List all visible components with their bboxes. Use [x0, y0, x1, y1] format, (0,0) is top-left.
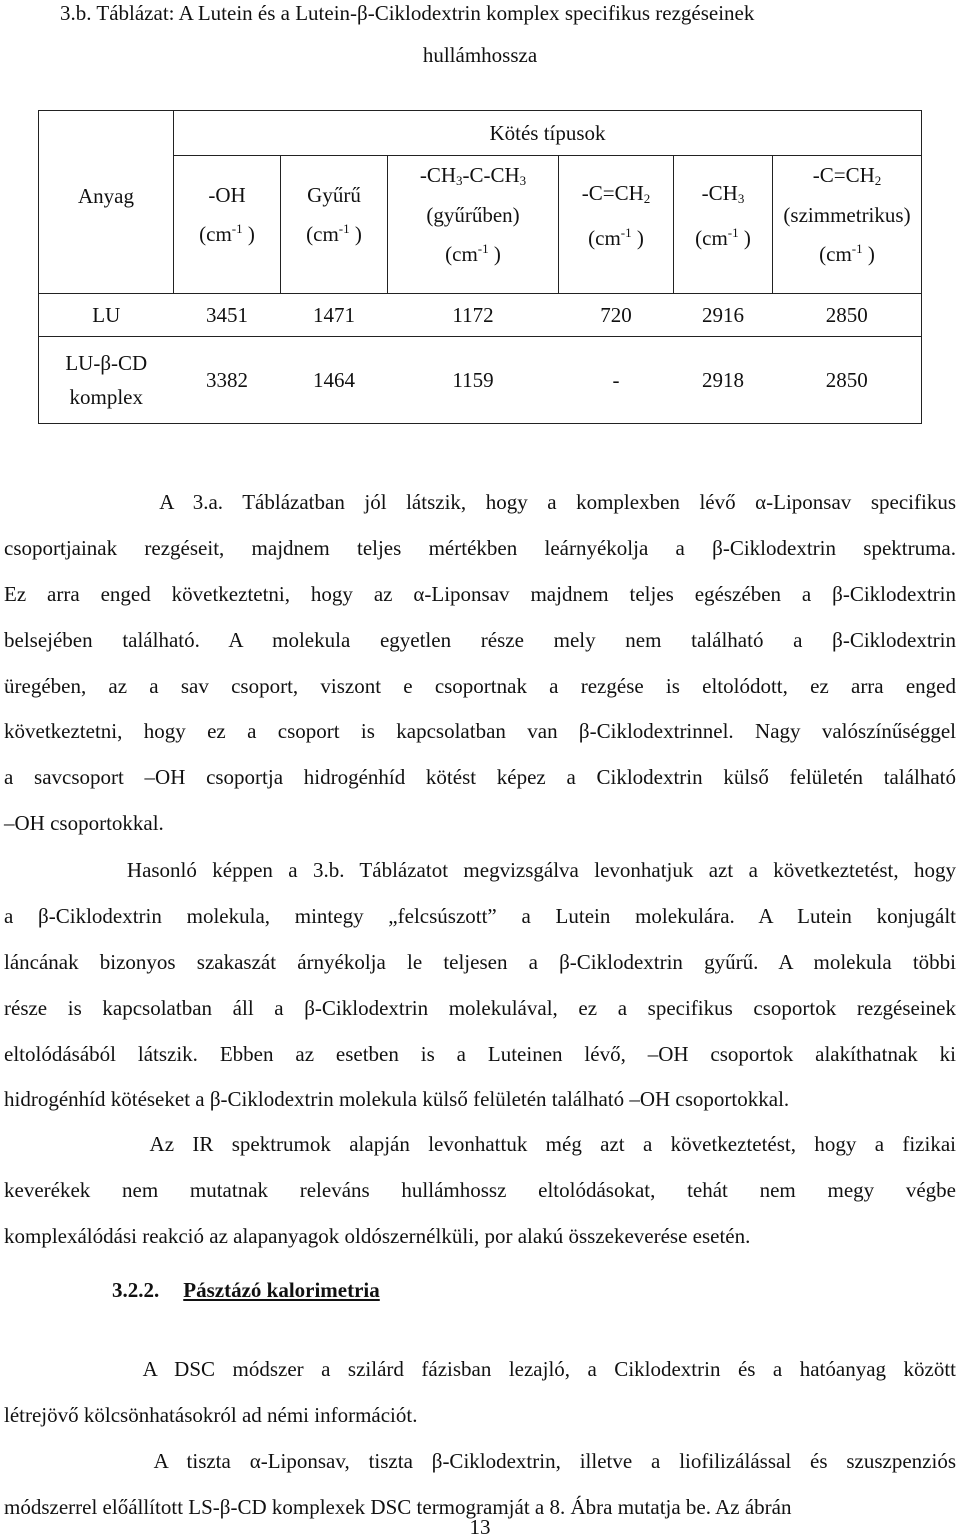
table-cell: 2918	[674, 337, 773, 424]
header-kotes-tipusok: Kötés típusok	[174, 111, 922, 156]
header-ch3: $-CH_3$ ($cm^{-1}$ )	[674, 156, 773, 294]
table-cell: 720	[559, 294, 674, 337]
paragraph-line: láncának bizonyos szakaszát árnyékolja le teljesen a β-Ciklodextrin gyűrű. A molekula többi	[4, 949, 956, 974]
paragraph-line: csoportjainak rezgéseit, majdnem teljes mértékben leárnyékolja a β-Ciklodextrin spektruma.	[4, 535, 956, 560]
section-heading	[112, 1278, 380, 1303]
table-cell: -	[559, 337, 674, 424]
paragraph	[4, 480, 956, 847]
paragraph-line: a savcsoport –OH csoportja hidrogénhíd kötést képez a Ciklodextrin külső felületén található	[4, 765, 956, 790]
paragraph-line: Az IR spektrumok alapján levonhattuk még azt a következtetést, hogy a fizikai	[4, 1132, 956, 1156]
table-cell: 1159	[388, 337, 559, 424]
wavelength-table	[38, 110, 922, 424]
section-number: 3.2.2.	[112, 1278, 160, 1302]
table-row	[39, 337, 922, 424]
section-title: Pásztázó kalorimetria	[183, 1278, 380, 1302]
table-cell: 1464	[281, 337, 388, 424]
table-cell: 3382	[174, 337, 281, 424]
page-number: 13	[469, 1515, 491, 1539]
table-cell: 1172	[388, 294, 559, 337]
header-oh: -OH ($cm^{-1}$ )	[174, 156, 281, 294]
paragraph-line: A 3.a. Táblázatban jól látszik, hogy a komplexben lévő α-Liponsav specifikus	[4, 490, 956, 514]
table-cell: 3451	[174, 294, 281, 337]
paragraph	[4, 848, 956, 1123]
header-gyuru: Gyűrű ($cm^{-1}$ )	[281, 156, 388, 294]
paragraph-line: létrejövő kölcsönhatásokról ad némi információt.	[4, 1402, 418, 1427]
header-anyag: Anyag	[39, 111, 174, 294]
table-caption-line2: hullámhossza	[422, 43, 538, 67]
row-name: LU-β-CD komplex	[39, 337, 174, 424]
paragraph-line: A DSC módszer a szilárd fázisban lezajló, a Ciklodextrin és a hatóanyag között	[4, 1357, 956, 1381]
table-row	[39, 294, 922, 337]
paragraph-line: eltolódásából látszik. Ebben az esetben is a Luteinen lévő, –OH csoportok alakíthatnak ki	[4, 1041, 956, 1066]
paragraph-line: a β-Ciklodextrin molekula, mintegy „felcsúszott” a Lutein molekulára. A Lutein konjugált	[4, 903, 956, 928]
paragraph-line: következtetni, hogy ez a csoport is kapcsolatban van β-Ciklodextrinnel. Nagy valószínűséggel	[4, 719, 956, 744]
paragraph-line: komplexálódási reakció az alapanyagok oldószernélküli, por alakú összekeverése esetén.	[4, 1223, 751, 1248]
paragraph-line: belsejében található. A molekula egyetlen része mely nem található a β-Ciklodextrin	[4, 627, 956, 652]
table-cell: 2850	[773, 337, 922, 424]
table-cell: 2850	[773, 294, 922, 337]
paragraph-line: Ez arra enged következtetni, hogy az α-Liponsav majdnem teljes egészében a β-Ciklodextrin	[4, 581, 956, 606]
header-c-ch2: $-C=CH_2$ ($cm^{-1}$ )	[559, 156, 674, 294]
table-caption-line1: 3.b. Táblázat: A Lutein és a Lutein-β-Ciklodextrin komplex specifikus rezgéseinek	[60, 1, 755, 25]
row-name: LU	[39, 294, 174, 337]
table-cell: 1471	[281, 294, 388, 337]
header-c-ch2-sym: $-C=CH_2$ (szimmetrikus) ($cm^{-1}$ )	[773, 156, 922, 294]
paragraph-line: hidrogénhíd kötéseket a β-Ciklodextrin molekula külső felületén található –OH csoportokkal.	[4, 1087, 790, 1112]
table-cell: 2916	[674, 294, 773, 337]
paragraph-line: üregében, az a sav csoport, viszont e csoportnak a rezgése is eltolódott, ez arra enged	[4, 673, 956, 698]
header-ch3-c-ch3: $-CH_3-C-CH_3$ (gyűrűben) ($cm^{-1}$ )	[388, 156, 559, 294]
paragraph	[4, 1347, 956, 1439]
paragraph-line: keverékek nem mutatnak releváns hullámhossz eltolódásokat, tehát nem megy végbe	[4, 1177, 956, 1202]
paragraph-line: módszerrel előállított LS-β-CD komplexek DSC termogramját a 8. Ábra mutatja be. Az ábrán	[4, 1494, 792, 1519]
paragraph-line: része is kapcsolatban áll a β-Ciklodextrin molekulával, ez a specifikus csoportok rezgéseinek	[4, 995, 956, 1020]
paragraph-line: A tiszta α-Liponsav, tiszta β-Ciklodextrin, illetve a liofilizálással és szuszpenziós	[4, 1449, 956, 1473]
paragraph	[4, 1122, 956, 1260]
paragraph-line: Hasonló képpen a 3.b. Táblázatot megvizsgálva levonhatjuk azt a következtetést, hogy	[4, 858, 956, 882]
paragraph-line: –OH csoportokkal.	[4, 811, 164, 836]
